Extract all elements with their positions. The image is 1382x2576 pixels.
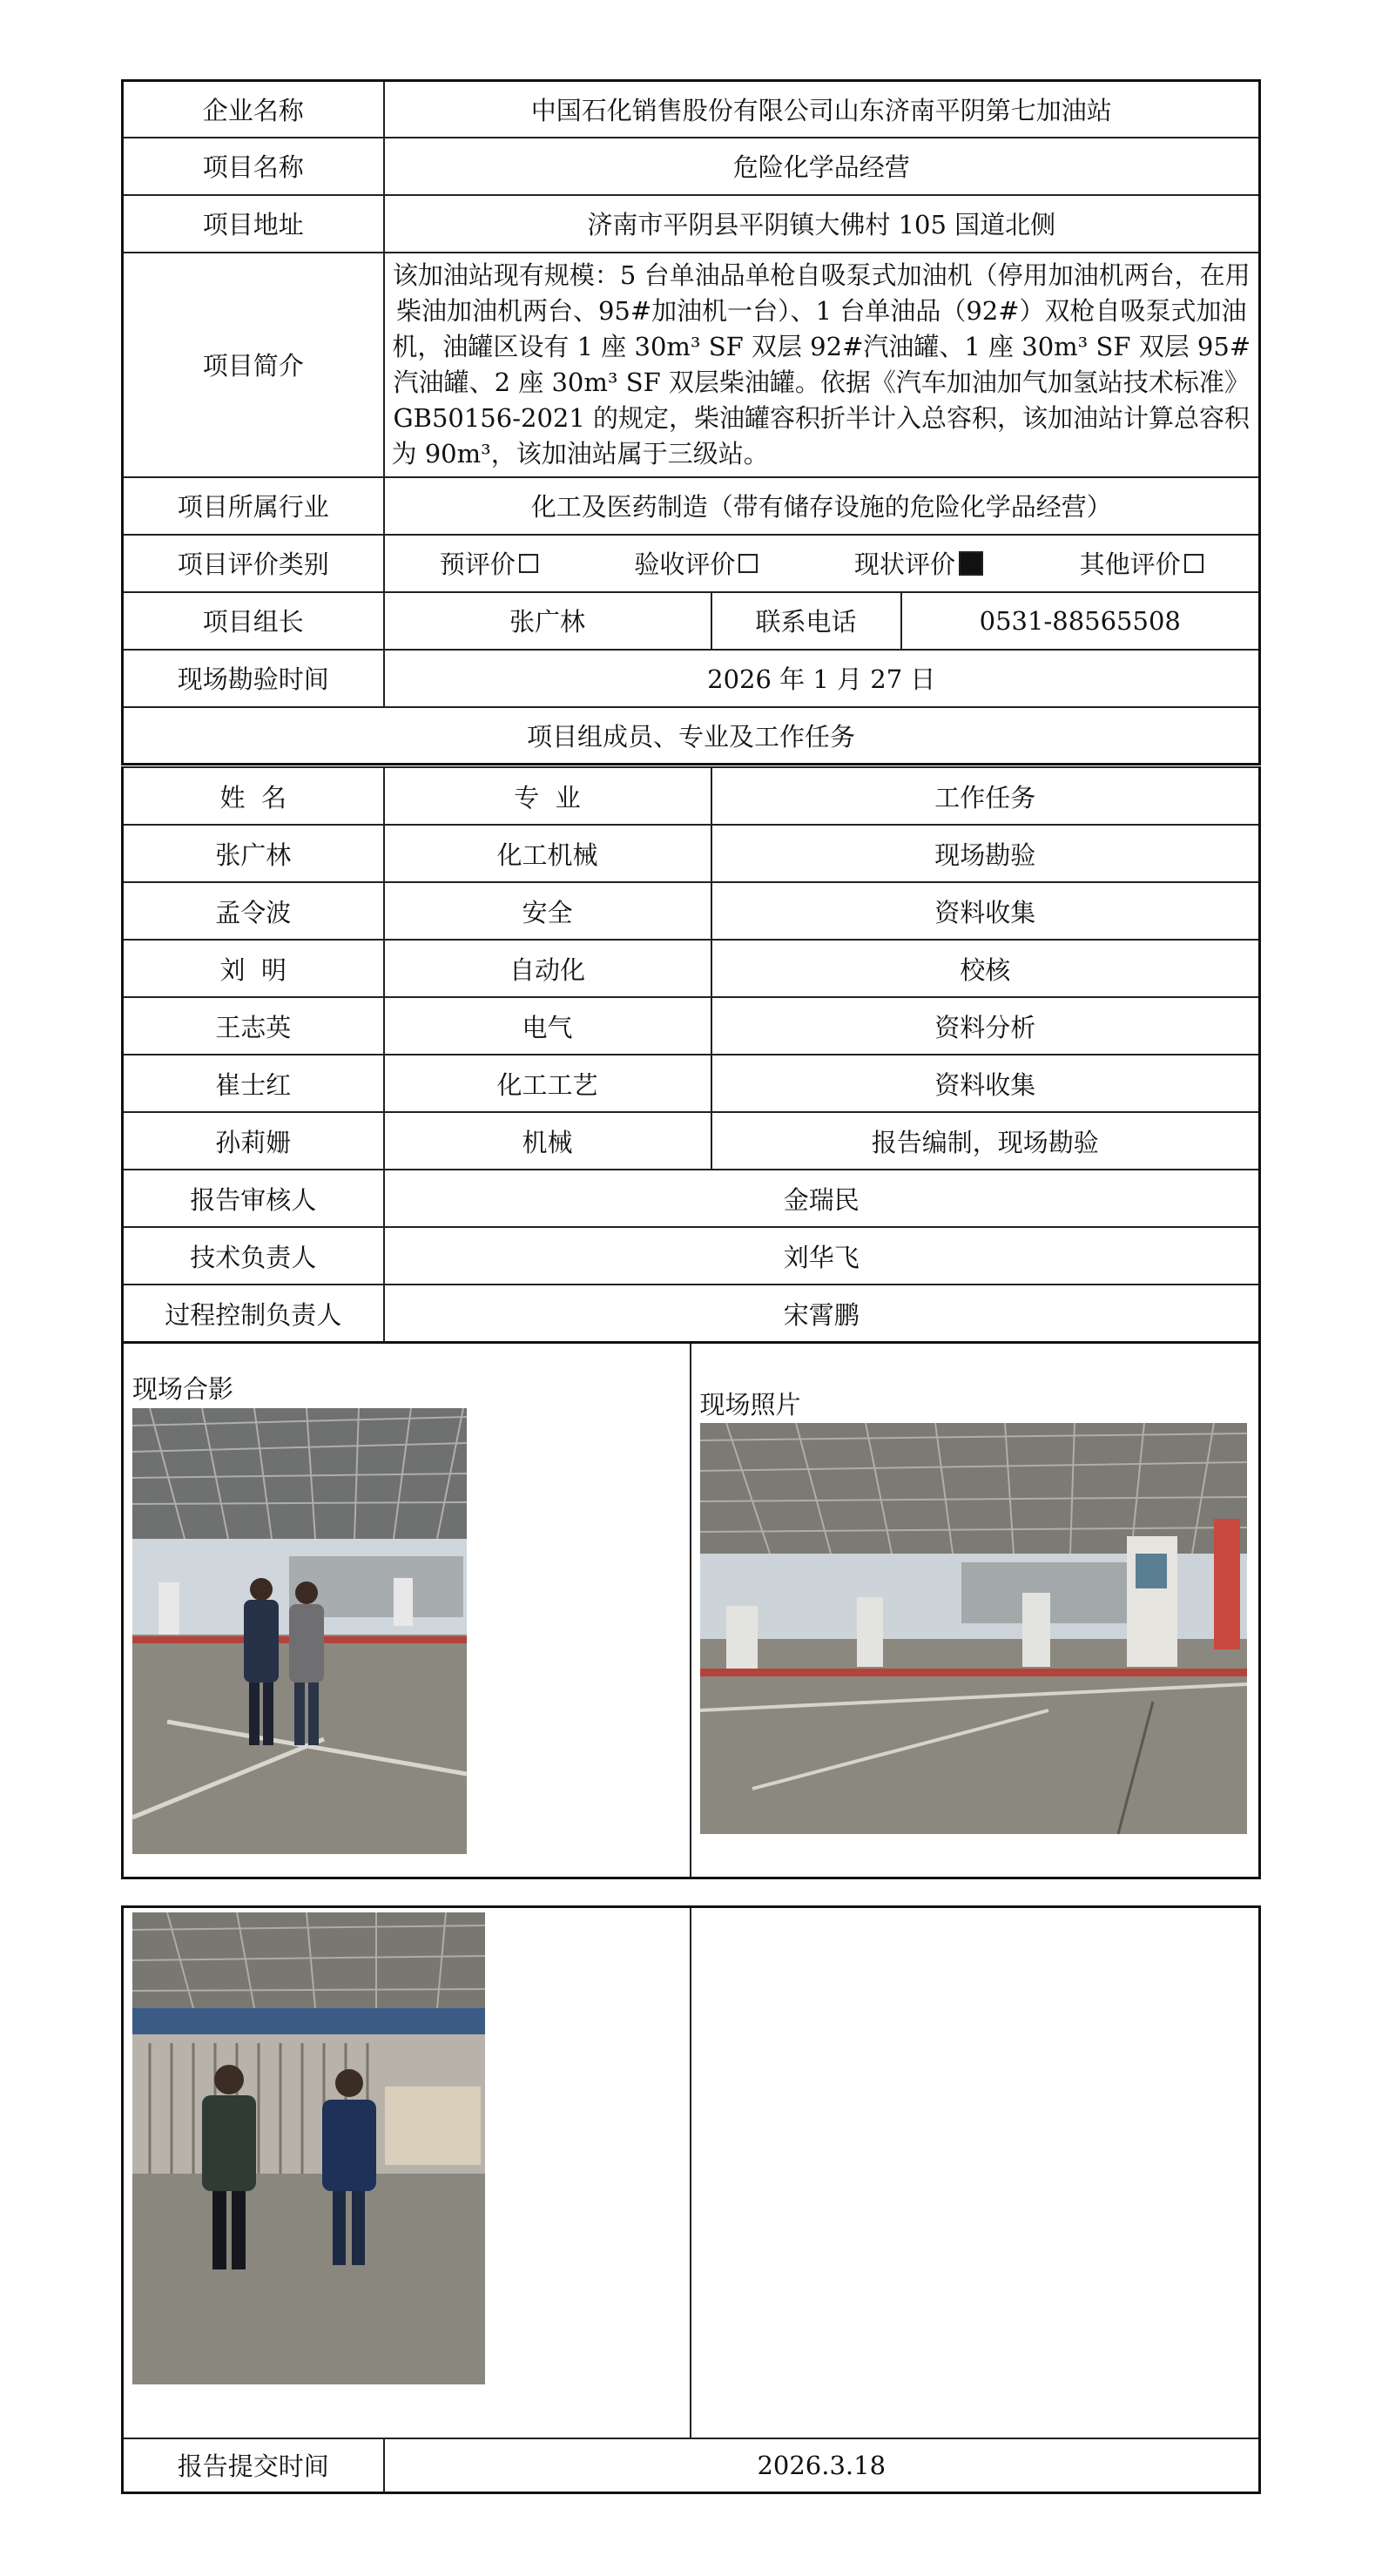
review-table <box>121 1169 1261 1343</box>
team-header-task: 工作任务 <box>711 767 1260 825</box>
company-value: 中国石化销售股份有限公司山东济南平阴第七加油站 <box>384 81 1260 138</box>
group-photo-caption: 现场合影 <box>132 1374 234 1404</box>
member-major: 化工工艺 <box>384 1055 711 1112</box>
site-photo-cell <box>691 1343 1260 1878</box>
member-task: 资料收集 <box>711 882 1260 940</box>
team-table <box>121 766 1261 1170</box>
reviewer-value: 金瑞民 <box>384 1170 1260 1227</box>
table-row <box>123 1055 1260 1112</box>
group-photo-image <box>132 1408 467 1854</box>
phone-value: 0531-88565508 <box>901 592 1260 650</box>
evaluation-info-table <box>121 79 1261 765</box>
member-major: 自动化 <box>384 940 711 997</box>
member-major: 电气 <box>384 997 711 1055</box>
team-section-title: 项目组成员、专业及工作任务 <box>123 707 1260 765</box>
member-task: 现场勘验 <box>711 825 1260 882</box>
project-label: 项目名称 <box>123 138 384 195</box>
eval-type-label: 项目评价类别 <box>123 535 384 592</box>
submit-date-label: 报告提交时间 <box>123 2438 384 2493</box>
eval-option-status[interactable]: 现状评价 <box>854 545 983 581</box>
member-name: 刘 明 <box>123 940 384 997</box>
eval-type-options <box>384 535 1260 592</box>
member-task: 校核 <box>711 940 1260 997</box>
empty-cell <box>691 1907 1260 2438</box>
member-name: 张广林 <box>123 825 384 882</box>
industry-label: 项目所属行业 <box>123 477 384 535</box>
member-name: 崔士红 <box>123 1055 384 1112</box>
leader-value: 张广林 <box>384 592 711 650</box>
intro-label: 项目简介 <box>123 253 384 477</box>
site-photo-image <box>700 1423 1247 1834</box>
photo-table-2 <box>121 1905 1261 2494</box>
group-photo-cell <box>123 1343 691 1878</box>
leader-label: 项目组长 <box>123 592 384 650</box>
table-row <box>123 825 1260 882</box>
checkbox-other[interactable] <box>1184 554 1203 573</box>
photo-cell-3 <box>123 1907 691 2438</box>
site-photo-caption: 现场照片 <box>699 1390 801 1419</box>
checkbox-acceptance[interactable] <box>738 554 758 573</box>
team-header-name: 姓 名 <box>123 767 384 825</box>
table-row <box>123 940 1260 997</box>
member-major: 化工机械 <box>384 825 711 882</box>
tech-lead-value: 刘华飞 <box>384 1227 1260 1285</box>
eval-option-other[interactable]: 其他评价 <box>1080 545 1203 581</box>
table-row <box>123 1112 1260 1170</box>
address-label: 项目地址 <box>123 195 384 253</box>
member-task: 资料收集 <box>711 1055 1260 1112</box>
member-name: 孙莉姗 <box>123 1112 384 1170</box>
process-lead-value: 宋霄鹏 <box>384 1285 1260 1342</box>
eval-option-pre[interactable]: 预评价 <box>440 545 538 581</box>
table-row <box>123 997 1260 1055</box>
industry-value: 化工及医药制造（带有储存设施的危险化学品经营） <box>384 477 1260 535</box>
tech-lead-label: 技术负责人 <box>123 1227 384 1285</box>
phone-label: 联系电话 <box>711 592 901 650</box>
member-task: 报告编制，现场勘验 <box>711 1112 1260 1170</box>
survey-date-value: 2026 年 1 月 27 日 <box>384 650 1260 707</box>
submit-date-value: 2026.3.18 <box>384 2438 1260 2493</box>
table-row <box>123 882 1260 940</box>
company-label: 企业名称 <box>123 81 384 138</box>
checkbox-status-checked[interactable] <box>959 551 983 576</box>
team-header-major: 专 业 <box>384 767 711 825</box>
address-value: 济南市平阴县平阴镇大佛村 105 国道北侧 <box>384 195 1260 253</box>
member-name: 王志英 <box>123 997 384 1055</box>
survey-date-label: 现场勘验时间 <box>123 650 384 707</box>
checkbox-pre[interactable] <box>519 554 538 573</box>
project-value: 危险化学品经营 <box>384 138 1260 195</box>
group-photo-2-image <box>132 1912 485 2384</box>
member-major: 机械 <box>384 1112 711 1170</box>
intro-value: 该加油站现有规模：5 台单油品单枪自吸泵式加油机（停用加油机两台，在用柴油加油机两台、95#加油机一台）、1 台单油品（92#）双枪自吸泵式加油机，油罐区设有 1 座 30m³ SF 双层 92#汽油罐、1 座 30m³ SF 双层 95#汽油罐、2 座 30m³ SF 双层柴油罐。依据《汽车加油加气加氢站技术标准》GB50156-2021 的规定，柴油罐容积折半计入总容积，该加油站计算总容积为 90m³，该加油站属于三级站。 <box>384 253 1260 477</box>
photo-table <box>121 1341 1261 1879</box>
member-task: 资料分析 <box>711 997 1260 1055</box>
process-lead-label: 过程控制负责人 <box>123 1285 384 1342</box>
eval-option-acceptance[interactable]: 验收评价 <box>634 545 758 581</box>
member-name: 孟令波 <box>123 882 384 940</box>
member-major: 安全 <box>384 882 711 940</box>
reviewer-label: 报告审核人 <box>123 1170 384 1227</box>
